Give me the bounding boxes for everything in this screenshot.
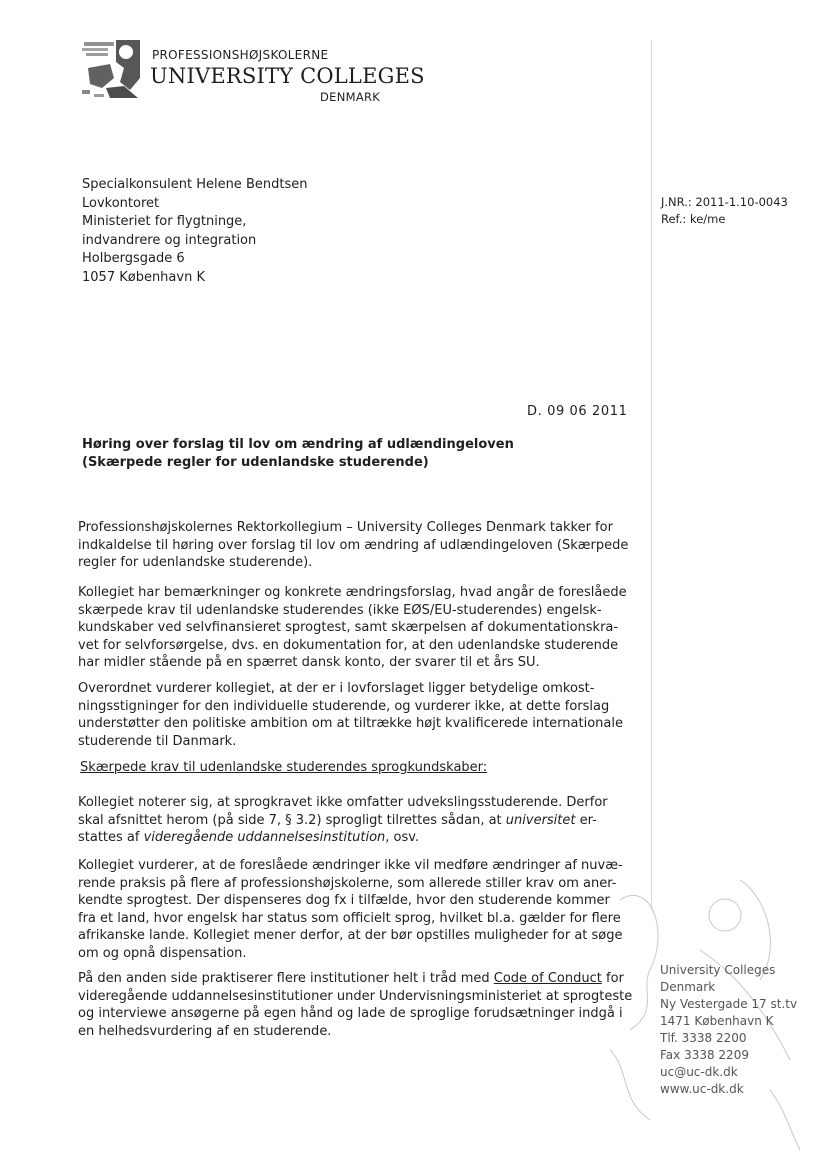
text-line (78, 829, 618, 847)
letterhead-line1: PROFESSIONSHØJSKOLERNE (152, 48, 329, 62)
university-colleges-logo (80, 38, 142, 100)
text-line: indkaldelse til høring over forslag til lov om ændring af udlændingeloven (Skærpede (78, 537, 629, 553)
footer-email: uc@uc-dk.dk (660, 1065, 738, 1079)
text-line: understøtter den politiske ambition om at tiltrække højt kvalificerede internationale (78, 716, 623, 731)
text-line: fra et land, hvor engelsk har status som officielt sprog, hvilket bl.a. gælder for flere (78, 910, 621, 926)
subject-line: (Skærpede regler for udenlandske studerende) (82, 455, 429, 470)
text-run: er- (575, 812, 597, 828)
recipient-line: Lovkontoret (82, 195, 160, 211)
text-run: På den anden side praktiserer flere institutioner helt i tråd med (78, 971, 494, 986)
text-line: en helhedsvurdering af en studerende. (78, 1023, 332, 1039)
recipient-line: Specialkonsulent Helene Bendtsen (82, 177, 308, 192)
footer-city: 1471 København K (660, 1014, 774, 1028)
text-run: skal afsnittet herom (på side 7, § 3.2) sprogligt tilrettes sådan, at (78, 812, 506, 828)
section-heading: Skærpede krav til udenlandske studerendes sprogkundskaber: (80, 760, 488, 775)
text-run: , osv. (385, 830, 420, 845)
text-line: Professionshøjskolernes Rektorkollegium – University Colleges Denmark takker for (78, 520, 613, 535)
paragraph-6 (78, 970, 633, 1040)
text-line: har midler stående på en spærret dansk konto, der svarer til et års SU. (78, 655, 540, 670)
text-line: studerende til Danmark. (78, 733, 237, 749)
footer-phone: Tlf. 3338 2200 (660, 1031, 747, 1045)
text-line: vet for selvforsørgelse, dvs. en dokumentation for, at den udenlandske studerende (78, 637, 619, 653)
paragraph-3 (78, 680, 623, 750)
text-line: regler for udenlandske studerende). (78, 555, 313, 570)
text-run: stattes af (78, 830, 144, 845)
text-line: kendte sprogtest. Der dispenseres dog fx i tilfælde, hvor den studerende kommer (78, 893, 610, 908)
text-line: rende praksis på flere af professionshøjskolerne, som allerede stiller krav om aner- (78, 875, 617, 891)
text-line: skærpede krav til udenlandske studerendes (ikke EØS/EU-studerendes) engelsk- (78, 602, 602, 618)
text-run: for (601, 971, 624, 986)
letterhead-line2: UNIVERSITY COLLEGES (150, 64, 425, 88)
recipient-line: Ministeriet for flygtninge, (82, 214, 247, 229)
footer-fax: Fax 3338 2209 (660, 1048, 749, 1062)
text-line: og interviewe ansøgerne på egen hånd og lade de sproglige forudsætninger indgå i (78, 1006, 623, 1021)
subject-line: Høring over forslag til lov om ændring af udlændingeloven (82, 437, 514, 452)
letter-subject (82, 436, 514, 472)
recipient-line: 1057 København K (82, 269, 205, 285)
text-line: kundskaber ved selvfinansieret sprogtest, samt skærpelsen af dokumentationskra- (78, 620, 619, 635)
paragraph-1 (78, 519, 629, 572)
sender-contact-block (660, 962, 797, 1098)
margin-divider (651, 40, 652, 910)
reference-initials: Ref.: ke/me (661, 212, 726, 226)
journal-number: J.NR.: 2011-1.10-0043 (661, 195, 788, 209)
reference-block (661, 194, 788, 228)
text-line: Kollegiet har bemærkninger og konkrete ændringsforslag, hvad angår de foreslåede (78, 585, 627, 600)
paragraph-2 (78, 584, 627, 672)
text-line: Kollegiet noterer sig, at sprogkravet ikke omfatter udvekslingsstuderende. Derfor (78, 795, 608, 810)
footer-org-name: University Colleges (660, 963, 776, 977)
text-line: ningsstigninger for den individuelle studerende, og vurderer ikke, at dette forslag (78, 698, 610, 714)
code-of-conduct-reference: Code of Conduct (493, 971, 602, 986)
text-line (78, 970, 624, 988)
text-line: Overordnet vurderer kollegiet, at der er i lovforslaget ligger betydelige omkost- (78, 681, 595, 696)
footer-country: Denmark (660, 980, 716, 994)
emphasis-universitet: universitet (505, 812, 576, 828)
letter-date: D. 09 06 2011 (527, 404, 628, 419)
recipient-address (82, 176, 307, 287)
text-line: om og opnå dispensation. (78, 945, 247, 961)
letterhead-line3: DENMARK (320, 90, 381, 104)
recipient-line: Holbergsgade 6 (82, 251, 185, 266)
text-line: Kollegiet vurderer, at de foreslåede ændringer ikke vil medføre ændringer af nuvæ- (78, 858, 623, 873)
recipient-line: indvandrere og integration (82, 232, 257, 248)
paragraph-5 (78, 857, 623, 962)
footer-website: www.uc-dk.dk (660, 1082, 744, 1096)
paragraph-4 (78, 794, 618, 847)
text-line: afrikanske lande. Kollegiet mener derfor, at der bør opstilles muligheder for at søge (78, 928, 623, 943)
emphasis-institution: videregående uddannelsesinstitution (143, 830, 386, 845)
footer-street: Ny Vestergade 17 st.tv (660, 997, 798, 1011)
text-line (78, 812, 618, 830)
text-line: videregående uddannelsesinstitutioner under Undervisningsministeriet at sprogteste (78, 988, 633, 1004)
